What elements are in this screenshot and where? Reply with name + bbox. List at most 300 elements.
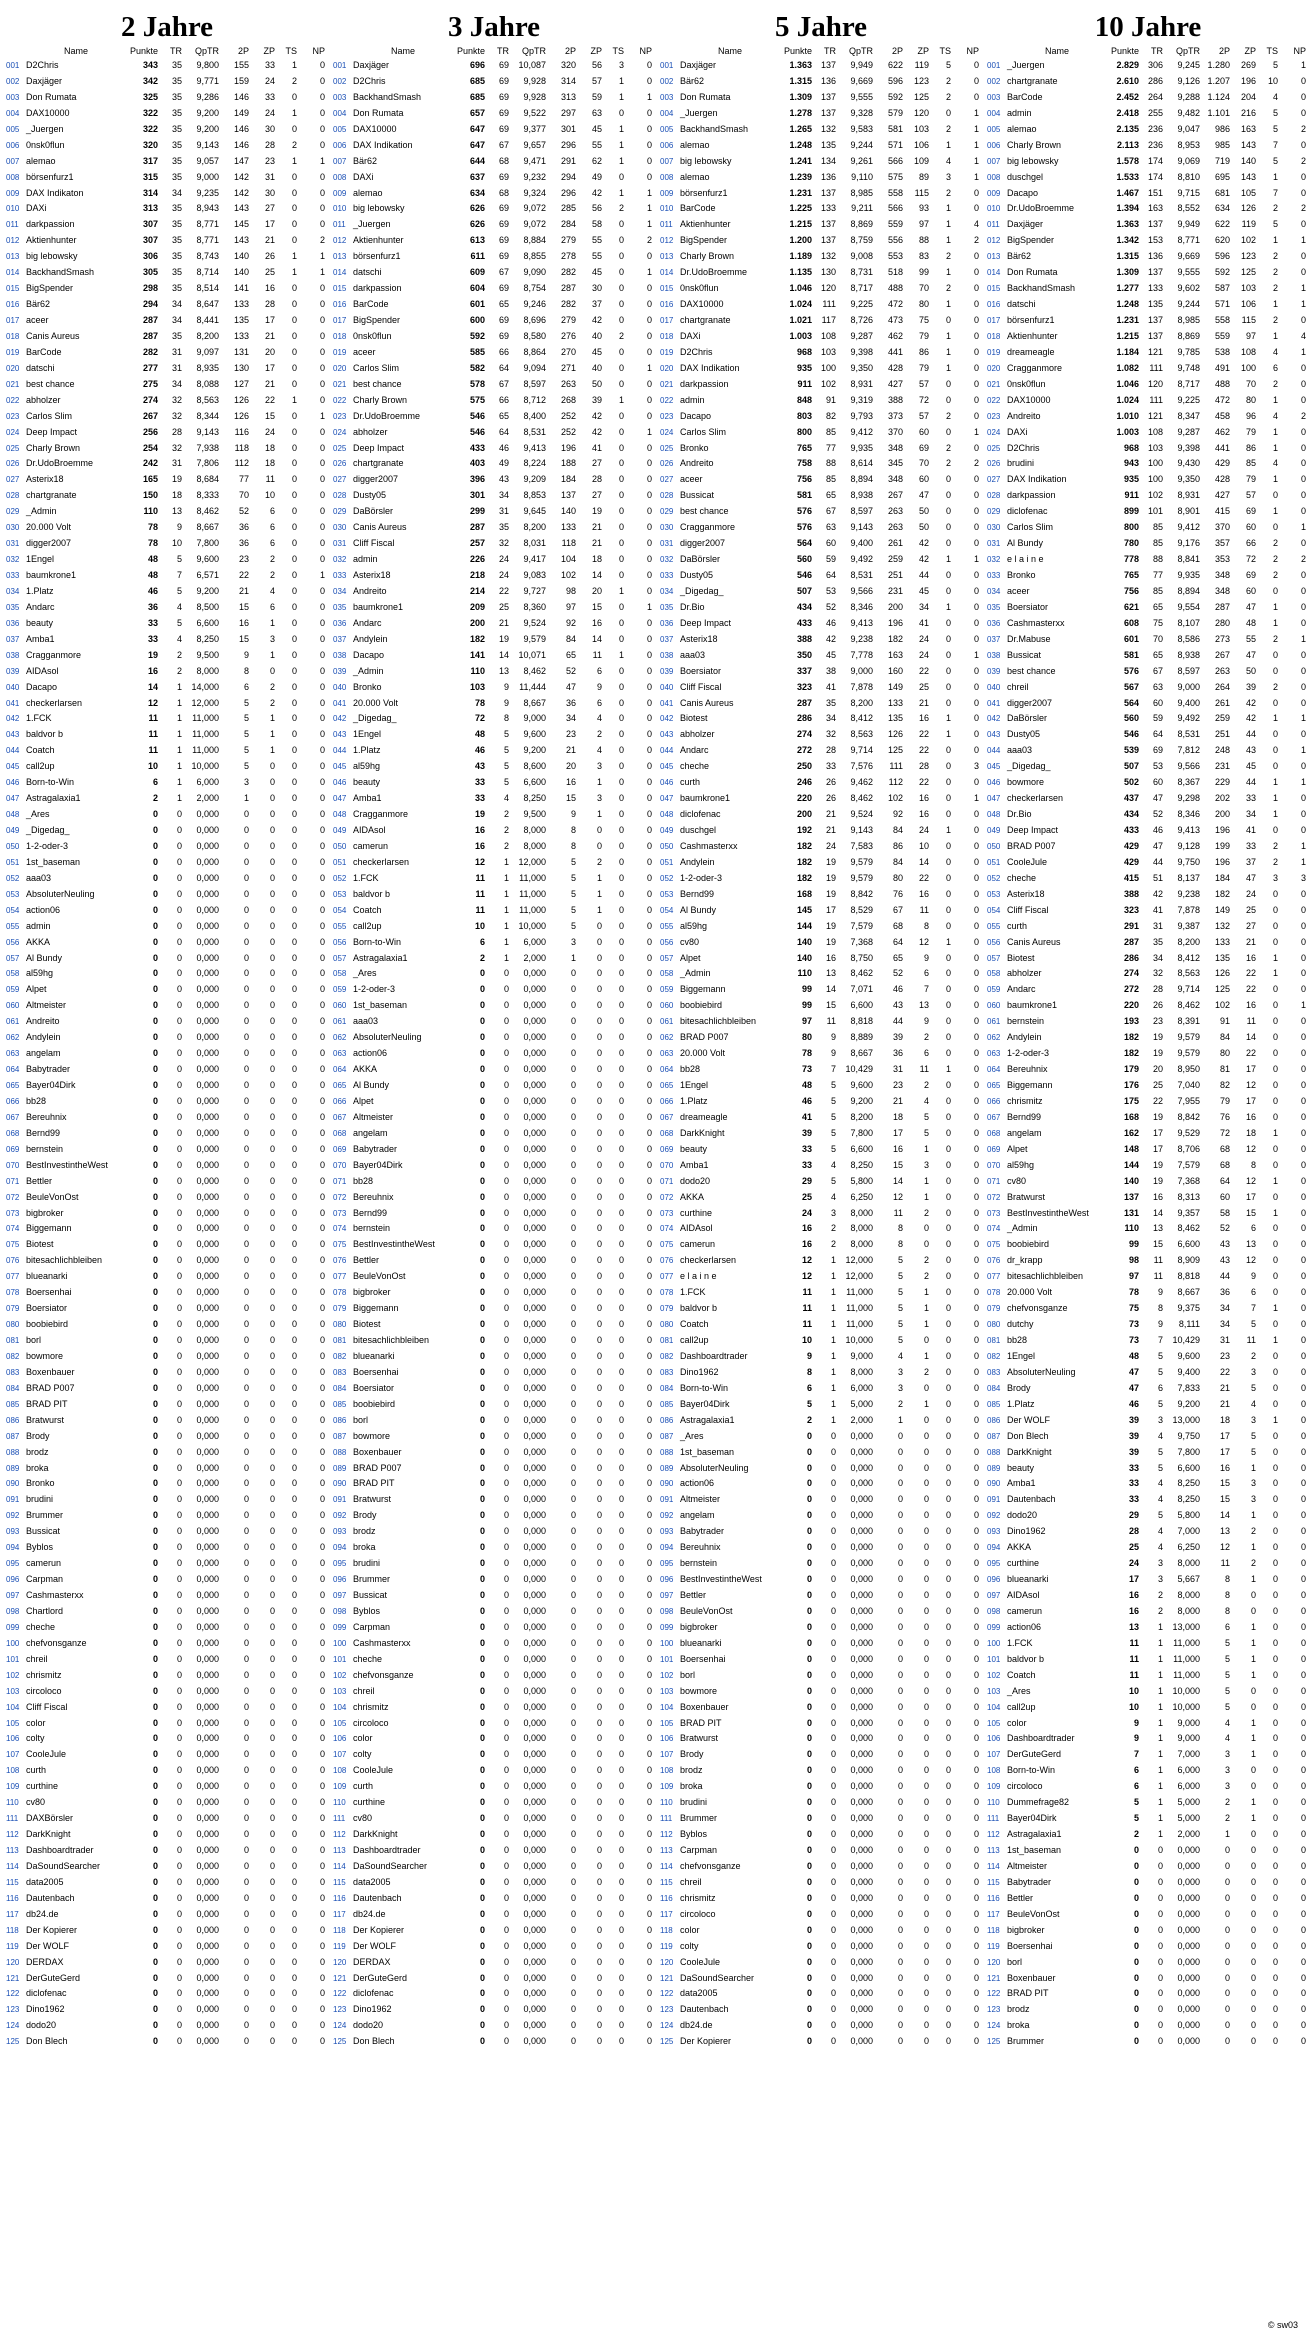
table-row	[660, 393, 982, 409]
qptr-cell: 8,088	[196, 378, 219, 389]
zp-cell: 21	[1245, 936, 1256, 947]
table-row	[660, 2034, 982, 2050]
ts-cell: 0	[291, 1000, 297, 1011]
rank-cell: 082	[333, 1351, 347, 1361]
ts-cell: 0	[618, 1064, 624, 1075]
ts-cell: 0	[1272, 729, 1278, 740]
ts-cell: 0	[945, 1574, 951, 1585]
tr-cell: 9	[503, 681, 509, 692]
qptr-cell: 9,522	[523, 107, 546, 118]
qptr-cell: 0,000	[523, 1478, 546, 1489]
rank-cell: 117	[333, 1909, 346, 1919]
points-cell: 0	[152, 1733, 158, 1744]
ts-cell: 0	[618, 1207, 624, 1218]
np-cell: 0	[646, 1095, 652, 1106]
points-cell: 613	[469, 235, 485, 246]
ts-cell: 0	[945, 1048, 951, 1059]
np-cell: 0	[319, 1653, 325, 1664]
zp-cell: 0	[596, 952, 602, 963]
table-row	[660, 1349, 982, 1365]
zp-cell: 21	[591, 522, 602, 533]
rank-cell: 017	[987, 316, 1001, 325]
table-row	[660, 1588, 982, 1604]
2p-cell: 92	[565, 617, 576, 628]
np-cell: 0	[1300, 952, 1306, 963]
table-row	[660, 297, 982, 313]
ts-cell: 0	[291, 235, 297, 246]
name-cell: DAX Indikation	[1007, 474, 1067, 485]
points-cell: 0	[152, 1080, 158, 1090]
table-row	[987, 648, 1309, 664]
name-cell: diclofenac	[353, 1988, 394, 1999]
qptr-cell: 10,429	[845, 1064, 873, 1075]
ts-cell: 0	[618, 1797, 624, 1808]
name-cell: 1.Platz	[1007, 1398, 1035, 1409]
ts-cell: 0	[291, 1430, 297, 1441]
zp-cell: 3	[596, 761, 602, 772]
zp-cell: 0	[923, 1813, 929, 1824]
rank-cell: 101	[6, 1654, 20, 1664]
ts-cell: 1	[1272, 793, 1278, 804]
2p-cell: 5	[243, 745, 249, 756]
qptr-cell: 8,000	[196, 665, 219, 676]
rank-cell: 035	[660, 602, 674, 612]
ts-cell: 0	[945, 1350, 951, 1361]
tr-cell: 0	[176, 1574, 182, 1585]
rank-cell: 039	[333, 666, 347, 676]
2p-cell: 0	[570, 1637, 576, 1648]
np-cell: 0	[1300, 1032, 1306, 1043]
zp-cell: 0	[923, 1526, 929, 1537]
np-cell: 1	[646, 187, 652, 198]
ts-cell: 0	[945, 1605, 951, 1616]
points-cell: 287	[142, 330, 158, 341]
2p-cell: 133	[560, 522, 576, 533]
tr-cell: 51	[1152, 872, 1163, 883]
2p-cell: 0	[243, 1016, 249, 1027]
zp-cell: 0	[923, 1430, 929, 1441]
table-row	[660, 1429, 982, 1445]
table-row	[6, 1556, 328, 1572]
2p-cell: 5	[570, 872, 576, 883]
np-cell: 0	[1300, 1637, 1306, 1648]
rank-cell: 016	[987, 300, 1001, 310]
table-row	[987, 1731, 1309, 1747]
np-cell: 0	[319, 745, 325, 756]
name-cell: Carlos Slim	[680, 426, 727, 437]
points-cell: 0	[152, 1064, 158, 1075]
zp-cell: 24	[1245, 888, 1256, 899]
table-row	[333, 1779, 655, 1795]
name-cell: Altmeister	[680, 1494, 721, 1505]
ts-cell: 0	[945, 1685, 951, 1696]
table-row	[333, 1763, 655, 1779]
points-cell: 585	[469, 346, 485, 357]
2p-cell: 98	[565, 585, 576, 596]
name-cell: Der WOLF	[1007, 1414, 1051, 1425]
rank-cell: 077	[987, 1272, 1001, 1282]
2p-cell: 0	[243, 1494, 249, 1505]
ts-cell: 1	[1272, 1175, 1278, 1186]
header-2p: 2P	[891, 46, 903, 56]
name-cell: DaBörsler	[680, 554, 721, 565]
zp-cell: 0	[269, 1829, 275, 1840]
2p-cell: 135	[233, 315, 249, 325]
qptr-cell: 8,943	[196, 203, 219, 214]
name-cell: camerun	[353, 840, 389, 851]
qptr-cell: 0,000	[523, 1829, 546, 1840]
tr-cell: 0	[176, 1414, 182, 1425]
ts-cell: 0	[945, 1876, 951, 1887]
rank-cell: 116	[987, 1893, 1000, 1903]
points-cell: 337	[796, 665, 812, 676]
points-cell: 0	[152, 968, 158, 979]
tr-cell: 35	[171, 91, 182, 102]
tr-cell: 65	[1152, 649, 1163, 660]
np-cell: 0	[973, 1829, 979, 1840]
ts-cell: 2	[945, 442, 951, 453]
name-cell: BeuleVonOst	[353, 1271, 406, 1282]
qptr-cell: 8,462	[196, 506, 219, 517]
rank-cell: 081	[660, 1336, 674, 1345]
np-cell: 0	[646, 1669, 652, 1680]
name-cell: 0nsk0flun	[26, 139, 65, 150]
name-cell: beauty	[26, 617, 54, 628]
qptr-cell: 9,244	[850, 139, 873, 150]
tr-cell: 4	[176, 601, 182, 612]
rank-cell: 083	[6, 1367, 20, 1377]
table-row	[333, 1285, 655, 1301]
name-cell: Bär62	[1007, 251, 1032, 262]
2p-cell: 0	[243, 1111, 249, 1122]
2p-cell: 0	[897, 1637, 903, 1648]
zp-cell: 0	[596, 1159, 602, 1170]
tr-cell: 19	[1152, 1048, 1163, 1059]
ts-cell: 0	[618, 2036, 624, 2047]
np-cell: 0	[646, 1478, 652, 1489]
zp-cell: 0	[923, 1765, 929, 1776]
ts-cell: 0	[1272, 1382, 1278, 1393]
table-row	[333, 584, 655, 600]
table-row	[660, 1317, 982, 1333]
ts-cell: 1	[945, 235, 951, 246]
points-cell: 16	[147, 665, 158, 676]
ts-cell: 0	[945, 1430, 951, 1441]
zp-cell: 0	[269, 2004, 275, 2015]
ts-cell: 0	[1272, 1032, 1278, 1043]
zp-cell: 1	[596, 904, 602, 915]
name-cell: checkerlarsen	[26, 697, 83, 708]
table-row	[987, 1939, 1309, 1955]
qptr-cell: 8,938	[850, 490, 873, 501]
qptr-cell: 9,554	[1177, 601, 1200, 612]
points-cell: 78	[1128, 1287, 1139, 1298]
np-cell: 0	[319, 1845, 325, 1855]
np-cell: 0	[646, 1574, 652, 1585]
name-cell: curth	[353, 1781, 374, 1792]
qptr-cell: 6,600	[1177, 1462, 1200, 1473]
qptr-cell: 0,000	[523, 1366, 546, 1377]
points-cell: 0	[479, 2036, 485, 2047]
tr-cell: 0	[176, 1749, 182, 1760]
table-row	[660, 1524, 982, 1540]
qptr-cell: 0,000	[523, 1016, 546, 1027]
2p-cell: 259	[1214, 713, 1230, 724]
rank-cell: 003	[333, 92, 347, 102]
rank-cell: 122	[6, 1989, 20, 1999]
rank-cell: 072	[987, 1192, 1001, 1202]
np-cell: 0	[1300, 1191, 1306, 1202]
tr-cell: 0	[503, 984, 509, 995]
ts-cell: 0	[291, 1319, 297, 1330]
table-row	[6, 1971, 328, 1987]
zp-cell: 14	[591, 633, 602, 644]
tr-cell: 9	[1157, 1319, 1163, 1330]
tr-cell: 1	[830, 1271, 836, 1282]
tr-cell: 0	[830, 1446, 836, 1457]
rank-cell: 076	[660, 1256, 674, 1266]
table-row	[987, 1700, 1309, 1716]
name-cell: 1-2-oder-3	[1007, 1048, 1050, 1059]
tr-cell: 16	[1152, 1191, 1163, 1202]
ts-cell: 1	[1272, 1207, 1278, 1218]
ts-cell: 0	[945, 1781, 951, 1792]
points-cell: 575	[469, 394, 485, 405]
name-cell: 1-2-oder-3	[353, 984, 396, 995]
tr-cell: 0	[503, 1048, 509, 1059]
np-cell: 0	[646, 299, 652, 310]
ts-cell: 0	[291, 1860, 297, 1871]
ts-cell: 0	[618, 378, 624, 389]
qptr-cell: 0,000	[850, 1860, 873, 1871]
ts-cell: 1	[945, 554, 951, 565]
table-row	[987, 1827, 1309, 1843]
tr-cell: 31	[171, 458, 182, 469]
rank-cell: 033	[987, 571, 1001, 580]
zp-cell: 4	[923, 1095, 929, 1106]
2p-cell: 579	[887, 107, 903, 118]
zp-cell: 204	[1240, 91, 1256, 102]
2p-cell: 84	[892, 856, 903, 867]
zp-cell: 0	[596, 1414, 602, 1425]
zp-cell: 0	[923, 1478, 929, 1489]
table-row	[333, 1269, 655, 1285]
np-cell: 0	[319, 1032, 325, 1043]
rank-cell: 039	[987, 666, 1001, 676]
np-cell: 0	[646, 1510, 652, 1521]
tr-cell: 0	[503, 1924, 509, 1935]
rank-cell: 005	[987, 124, 1001, 134]
2p-cell: 80	[892, 872, 903, 883]
2p-cell: 0	[570, 1143, 576, 1154]
ts-cell: 0	[291, 490, 297, 501]
np-cell: 0	[319, 1574, 325, 1585]
points-cell: 46	[801, 1095, 812, 1106]
tr-cell: 0	[503, 1956, 509, 1967]
np-cell: 0	[646, 1972, 652, 1983]
table-row	[6, 791, 328, 807]
ts-cell: 0	[291, 1414, 297, 1425]
ts-cell: 0	[618, 1860, 624, 1871]
2p-cell: 65	[892, 952, 903, 963]
tr-cell: 19	[1152, 1175, 1163, 1186]
tr-cell: 135	[820, 139, 836, 150]
rank-cell: 093	[333, 1527, 347, 1537]
points-cell: 11	[475, 872, 485, 883]
zp-cell: 0	[269, 1669, 275, 1680]
rank-cell: 035	[987, 602, 1001, 612]
header-tr: TR	[1151, 46, 1163, 56]
tr-cell: 286	[1147, 75, 1163, 86]
rank-cell: 019	[333, 347, 347, 357]
name-cell: Don Blech	[1007, 1430, 1049, 1441]
np-cell: 0	[646, 1191, 652, 1202]
name-cell: D2Chris	[1007, 442, 1040, 453]
2p-cell: 8	[897, 1223, 903, 1234]
points-cell: 0	[479, 1605, 485, 1616]
points-cell: 637	[469, 171, 485, 182]
2p-cell: 0	[243, 1590, 249, 1600]
qptr-cell: 0,000	[523, 1430, 546, 1441]
zp-cell: 55	[591, 251, 602, 262]
ts-cell: 0	[291, 1908, 297, 1919]
2p-cell: 0	[243, 1398, 249, 1409]
name-cell: _Digedag_	[680, 585, 724, 596]
points-cell: 0	[806, 1956, 812, 1967]
table-row	[987, 170, 1309, 186]
rank-cell: 011	[333, 220, 346, 230]
tr-cell: 0	[503, 1908, 509, 1919]
qptr-cell: 7,812	[1177, 745, 1200, 756]
2p-cell: 0	[243, 1749, 249, 1760]
qptr-cell: 0,000	[850, 1542, 873, 1553]
ranking-title: 10 Jahre	[1094, 11, 1202, 43]
2p-cell: 0	[243, 968, 249, 979]
rank-cell: 061	[333, 1017, 347, 1027]
name-cell: Don Blech	[353, 2036, 395, 2047]
rank-cell: 056	[660, 937, 674, 947]
header-2p: 2P	[237, 46, 249, 56]
header-punkte: Punkte	[783, 46, 812, 56]
table-row	[6, 903, 328, 919]
np-cell: 0	[1300, 1717, 1306, 1728]
ts-cell: 0	[618, 2020, 624, 2031]
ts-cell: 0	[1272, 1621, 1278, 1632]
np-cell: 0	[973, 1223, 979, 1234]
table-row	[6, 1158, 328, 1174]
qptr-cell: 9,935	[850, 442, 873, 453]
table-row	[660, 648, 982, 664]
rank-cell: 072	[660, 1192, 674, 1202]
np-cell: 0	[1300, 1701, 1306, 1712]
name-cell: baldvor b	[26, 729, 64, 740]
name-cell: camerun	[26, 1558, 62, 1569]
zp-cell: 12	[1245, 1143, 1256, 1154]
rank-cell: 071	[333, 1176, 347, 1186]
qptr-cell: 0,000	[523, 1765, 546, 1776]
2p-cell: 587	[1214, 283, 1230, 294]
qptr-cell: 0,000	[523, 1717, 546, 1728]
rank-cell: 056	[333, 937, 347, 947]
name-cell: DarkKnight	[353, 1829, 398, 1840]
2p-cell: 3	[1224, 1781, 1230, 1792]
qptr-cell: 12,000	[845, 1271, 873, 1282]
table-row	[6, 138, 328, 154]
zp-cell: 0	[923, 1988, 929, 1999]
name-cell: AIDAsol	[26, 665, 59, 676]
points-cell: 175	[1123, 1095, 1139, 1106]
zp-cell: 45	[918, 585, 929, 596]
2p-cell: 313	[560, 91, 576, 102]
qptr-cell: 9,579	[1177, 1048, 1200, 1059]
np-cell: 0	[973, 1574, 979, 1585]
table-row	[660, 696, 982, 712]
points-cell: 0	[152, 2020, 158, 2031]
qptr-cell: 11,000	[192, 745, 219, 756]
tr-cell: 0	[176, 1605, 182, 1616]
zp-cell: 0	[923, 1829, 929, 1840]
points-cell: 33	[1128, 1462, 1139, 1473]
zp-cell: 0	[1250, 1940, 1256, 1951]
table-row	[987, 1907, 1309, 1923]
qptr-cell: 0,000	[196, 1574, 219, 1585]
rank-cell: 057	[660, 953, 674, 963]
np-cell: 0	[319, 617, 325, 628]
ts-cell: 0	[618, 1940, 624, 1951]
tr-cell: 132	[820, 251, 836, 262]
qptr-cell: 0,000	[850, 1717, 873, 1728]
2p-cell: 0	[897, 2036, 903, 2047]
ts-cell: 0	[945, 1382, 951, 1393]
table-row	[660, 1556, 982, 1572]
name-cell: Biotest	[680, 713, 708, 724]
points-cell: 1.467	[1116, 187, 1139, 198]
np-cell: 0	[646, 570, 652, 580]
tr-cell: 0	[503, 1462, 509, 1473]
ts-cell: 0	[945, 315, 951, 325]
table-row	[333, 600, 655, 616]
tr-cell: 19	[498, 633, 509, 644]
2p-cell: 163	[887, 649, 903, 660]
rank-cell: 043	[333, 730, 347, 740]
tr-cell: 4	[1157, 1542, 1163, 1553]
np-cell: 0	[1300, 1335, 1306, 1345]
table-row	[333, 377, 655, 393]
rank-cell: 027	[660, 475, 674, 485]
table-row	[333, 791, 655, 807]
qptr-cell: 9,750	[1177, 856, 1200, 867]
2p-cell: 0	[570, 1542, 576, 1553]
rank-cell: 101	[987, 1654, 1001, 1664]
zp-cell: 1	[1250, 1717, 1256, 1728]
ts-cell: 0	[618, 1016, 624, 1027]
qptr-cell: 8,647	[196, 299, 219, 310]
rank-cell: 103	[660, 1686, 674, 1696]
table-row	[333, 871, 655, 887]
points-cell: 685	[469, 75, 485, 86]
name-cell: dutchy	[1007, 1319, 1034, 1330]
qptr-cell: 9,645	[523, 506, 546, 517]
qptr-cell: 9,400	[1177, 697, 1200, 708]
zp-cell: 0	[269, 1956, 275, 1967]
name-cell: checkerlarsen	[1007, 793, 1064, 804]
qptr-cell: 7,000	[1177, 1749, 1200, 1760]
qptr-cell: 2,000	[523, 952, 546, 963]
table-row	[6, 759, 328, 775]
points-cell: 2	[479, 952, 485, 963]
2p-cell: 0	[243, 952, 249, 963]
np-cell: 0	[646, 283, 652, 294]
